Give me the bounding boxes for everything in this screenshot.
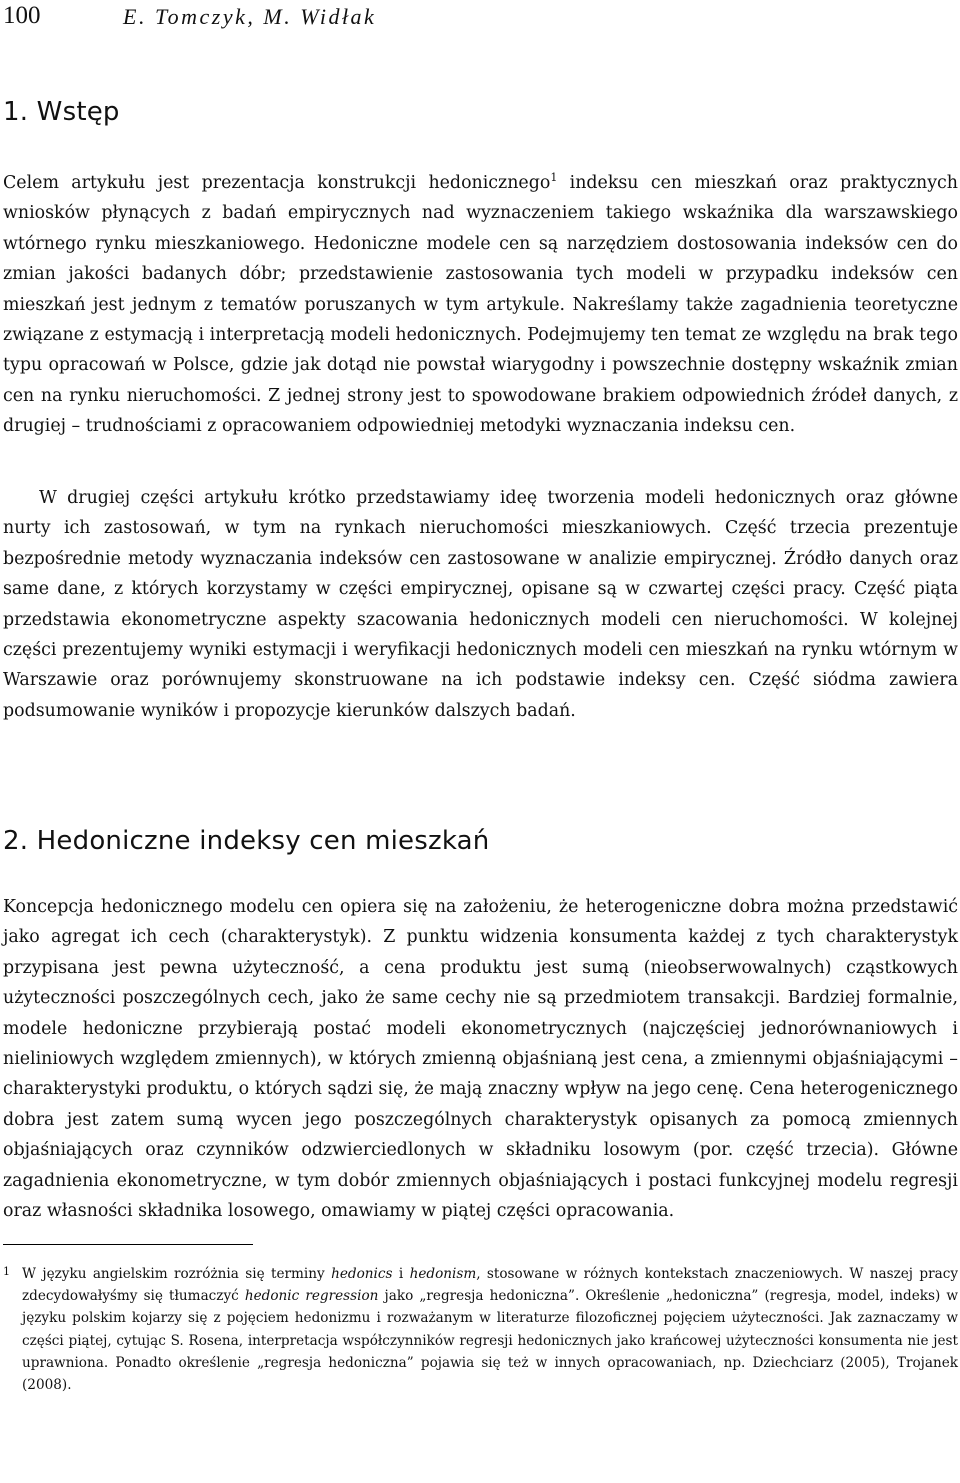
running-head-authors: E. Tomczyk, M. Widłak: [123, 4, 377, 29]
footnote-text-part: , stosowane w różnych kontekstach znaczeniowych. W naszej pracy zdecydowałyśmy się tłumaczyć: [22, 1266, 959, 1305]
page-number: 100: [3, 2, 41, 29]
footnote-divider: [3, 1244, 253, 1245]
footnote-1: [3, 1263, 958, 1396]
section-heading-intro: 1. Wstęp: [3, 97, 120, 127]
section-heading-hedonic-indices: 2. Hedoniczne indeksy cen mieszkań: [3, 826, 490, 856]
intro-paragraph-2: W drugiej części artykułu krótko przedstawiamy ideę tworzenia modeli hedonicznych oraz główne nurty ich zastosowań, w tym na rynkach nieruchomości mieszkaniowych. Część trzecia prezentuje bezpośrednie metody wyznaczania indeksów cen zastosowane w analizie empirycznej. Źródło danych oraz same dane, z których korzystamy w części empirycznej, opisane są w czwartej części pracy. Część piąta przedstawia ekonometryczne aspekty szacowania hedonicznych modeli cen nieruchomości. W kolejnej części prezentujemy wyniki estymacji i weryfikacji hedonicznych modeli cen mieszkań na rynku wtórnym w Warszawie oraz porównujemy skonstruowane na ich podstawie indeksy cen. Część siódma zawiera podsumowanie wyników i propozycje kierunków dalszych badań.: [3, 488, 958, 721]
footnote-text: [22, 1263, 958, 1396]
page-header: [3, 0, 957, 36]
footnote-text-part: jako „regresja hedoniczna”. Określenie „hedoniczna” (regresja, model, indeks) w języku polskim kojarzy się z pojęciem hedonizmu i rozważanym w literaturze filozoficznej pojęciem użyteczności. Jak zaznaczamy w części piątej, cytując S. Rosena, interpretacja współczynników regresji hedonicznych jako krańcowej użyteczności konsumenta nie jest uprawniona. Ponadto określenie „regresja hedoniczna” pojawia się też w innych opracowaniach, np. Dziechciarz (2005), Trojanek (2008).: [22, 1288, 959, 1394]
footnote-text-part: W języku angielskim rozróżnia się terminy: [22, 1266, 332, 1282]
footnote-term-hedonism: hedonism: [409, 1266, 477, 1282]
hedonic-paragraph-1: Koncepcja hedonicznego modelu cen opiera się na założeniu, że heterogeniczne dobra można przedstawić jako agregat ich cech (charakterystyk). Z punktu widzenia konsumenta każdej z tych charakterystyk przypisana jest pewna użyteczność, a cena produktu jest sumą (nieobserwowalnych) cząstkowych użyteczności poszczególnych cech, jako że same cechy nie są przedmiotem transakcji. Bardziej formalnie, modele hedoniczne przybierają postać modeli ekonometrycznych (najczęściej jednorównaniowych i nieliniowych względem zmiennych), w których zmienną objaśnianą jest cena, a zmiennymi objaśniającymi – charakterystyki produktu, o których sądzi się, że mają znaczny wpływ na jego cenę. Cena heterogenicznego dobra jest zatem sumą wycen jego poszczególnych charakterystyk opisanych za pomocą zmiennych objaśniających oraz czynników odzwierciedlonych w składniku losowym (por. część trzecia). Główne zagadnienia ekonometryczne, w tym dobór zmiennych objaśniających i postaci funkcyjnej modelu regresji oraz własności składnika losowego, omawiamy w piątej części opracowania.: [3, 897, 958, 1222]
footnote-ref-1[interactable]: 1: [550, 171, 558, 185]
footnote-term-hedonics: hedonics: [331, 1266, 393, 1282]
intro-p1-text-b: indeksu cen mieszkań oraz praktycznych wniosków płynących z badań empirycznych nad wyznaczeniem takiego wskaźnika dla warszawskiego wtórnego rynku mieszkaniowego. Hedoniczne modele cen są narzędziem dostosowania indeksów cen do zmian jakości badanych dóbr; przedstawienie zastosowania tych modeli w przypadku indeksów cen mieszkań jest jednym z tematów poruszanych w tym artykule. Nakreślamy także zagadnienia teoretyczne związane z estymacją i interpretacją modeli hedonicznych. Podejmujemy ten temat ze względu na brak tego typu opracowań w Polsce, gdzie jak dotąd nie powstał wiarygodny i powszechnie dostępny wskaźnik zmian cen na rynku nieruchomości. Z jednej strony jest to spowodowane brakiem odpowiednich źródeł danych, z drugiej – trudnościami z opracowaniem odpowiedniej metodyki wyznaczania indeksu cen.: [3, 173, 958, 437]
footnote-text-part: i: [392, 1266, 410, 1282]
intro-paragraph-1: [3, 168, 958, 442]
footnote-mark: 1: [3, 1265, 10, 1278]
intro-p1-text-a: Celem artykułu jest prezentacja konstrukcji hedonicznego: [3, 173, 551, 193]
footnote-term-hedonic-regression: hedonic regression: [244, 1288, 379, 1305]
